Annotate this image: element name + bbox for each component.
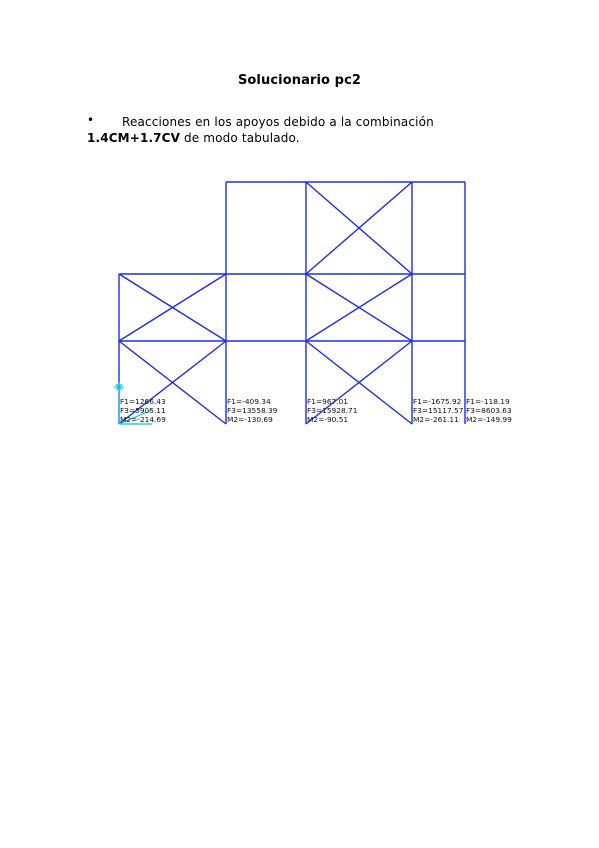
intro-text: Reacciones en los apoyos debido a la combinación xyxy=(122,115,434,129)
reaction-f3: F3=5905.11 xyxy=(120,406,166,415)
reaction-label-group-3 xyxy=(307,397,358,424)
page-title: Solucionario pc2 xyxy=(237,73,362,88)
reaction-label-group-5 xyxy=(466,397,512,424)
reaction-m2: M2=-90.51 xyxy=(307,415,349,424)
reaction-m2: M2=-261.11 xyxy=(413,415,459,424)
reaction-f3: F3=13558.39 xyxy=(227,406,278,415)
reaction-label-group-2 xyxy=(227,397,278,424)
reaction-f1: F1=-118.19 xyxy=(466,397,510,406)
intro-text-end: de modo tabulado. xyxy=(180,131,300,145)
reaction-f1: F1=-409.34 xyxy=(227,397,271,406)
bullet-marker: • xyxy=(87,113,95,127)
reaction-m2: M2=-149.99 xyxy=(466,415,512,424)
reaction-label-group-4 xyxy=(413,397,464,424)
reaction-m2: M2=-214.69 xyxy=(120,415,166,424)
frame-members xyxy=(119,182,465,424)
load-combination: 1.4CM+1.7CV xyxy=(87,131,181,145)
reaction-f3: F3=15117.57 xyxy=(413,406,464,415)
reaction-f3: F3=15928.71 xyxy=(307,406,358,415)
reaction-f1: F1=1266.43 xyxy=(120,397,166,406)
reaction-f1: F1=967.01 xyxy=(307,397,349,406)
reaction-m2: M2=-130.69 xyxy=(227,415,273,424)
reaction-f3: F3=8603.63 xyxy=(466,406,512,415)
reaction-label-group-1 xyxy=(120,397,166,424)
reaction-f1: F1=-1675.92 xyxy=(413,397,462,406)
